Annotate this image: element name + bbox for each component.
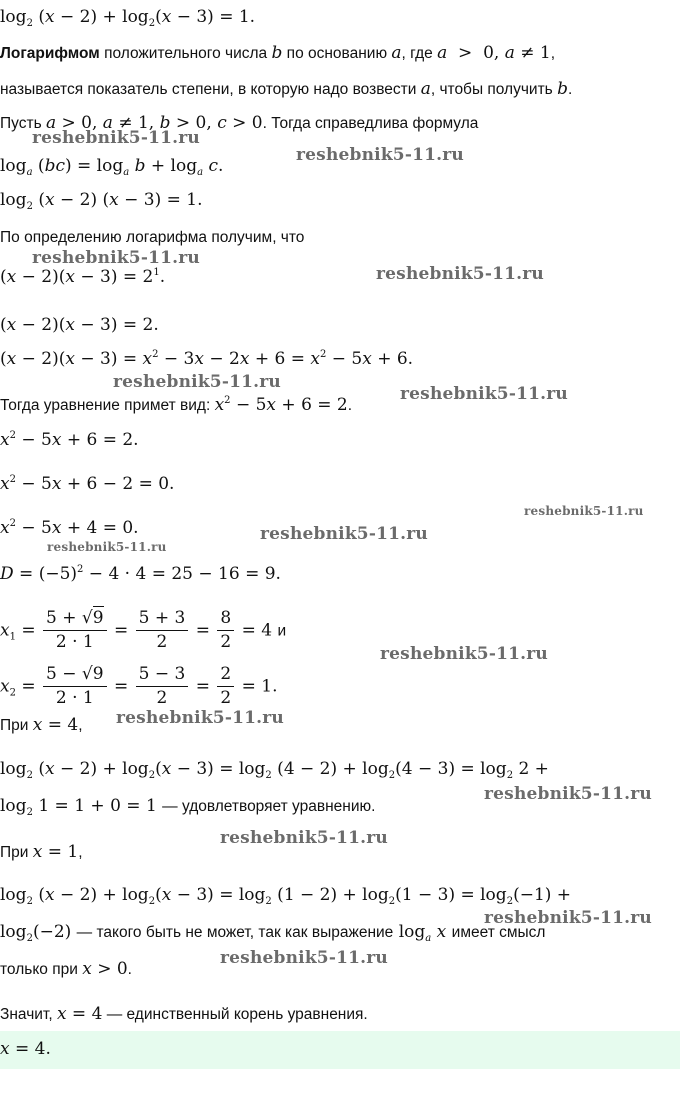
watermark: reshebnik5-11.ru xyxy=(32,128,200,148)
only-when-line: только при x > 0. xyxy=(0,959,132,979)
answer-box xyxy=(0,1031,680,1069)
let-line: Пусть a > 0, a ≠ 1, b > 0, c > 0. Тогда справедлива формула xyxy=(0,113,479,133)
quadratic-1: $x^2 - 5x + 6 = 2$. xyxy=(0,430,139,450)
watermark: reshebnik5-11.ru xyxy=(376,264,544,284)
at-x1-line: При x = 1, xyxy=(0,842,83,862)
product-formula: $\log_a (bc) = \log_a b + \log_a c$. xyxy=(0,156,224,178)
at-x4-line: При x = 4, xyxy=(0,715,83,735)
then-line: Тогда уравнение примет вид: $x^2 - 5x + 6 = 2$. xyxy=(0,395,353,415)
quadratic-2: $x^2 - 5x + 6 - 2 = 0$. xyxy=(0,474,175,494)
quadratic-3: $x^2 - 5x + 4 = 0$. xyxy=(0,518,139,538)
watermark: reshebnik5-11.ru xyxy=(113,372,281,392)
watermark: reshebnik5-11.ru xyxy=(484,784,652,804)
check-x1-line-1: $\log_2 (x - 2) + \log_2(x - 3) = \log_2 (1 - 2) + \log_2(1 - 3) = \log_2(-1)$ + xyxy=(0,885,572,907)
check-x4-line-1: $\log_2 (x - 2) + \log_2(x - 3) = \log_2 (4 - 2) + \log_2(4 - 3) = \log_2 2$ + xyxy=(0,759,549,781)
discriminant: $D = (-5)^2 - 4 \cdot 4 = 25 - 16 = 9$. xyxy=(0,564,281,584)
watermark: reshebnik5-11.ru xyxy=(220,948,388,968)
root-x2: $x_2$ = $\frac{5 - √9}{2 \cdot 1}$ = $\frac{5 - 3}{2}$ = $\frac{2}{2}$ = 1. xyxy=(0,664,278,708)
root-x1: $x_1$ = $\frac{5 + √9}{2 \cdot 1}$ = $\frac{5 + 3}{2}$ = $\frac{8}{2}$ = 4 и xyxy=(0,608,287,653)
definition-term: Логарифмом xyxy=(0,45,100,62)
expansion: $(x - 2)(x - 3) = x^2 - 3x - 2x + 6 = x^2 - 5x + 6$. xyxy=(0,349,414,369)
check-x1-line-2: $\log_2(-2)$ — такого быть не может, так как выражение $\log_a x$ имеет смысл xyxy=(0,922,546,944)
check-x4-line-2: $\log_2 1 = 1 + 0 = 1$ — удовлетворяет уравнению. xyxy=(0,796,376,818)
watermark: reshebnik5-11.ru xyxy=(296,145,464,165)
watermark: reshebnik5-11.ru xyxy=(260,524,428,544)
answer-value: x = 4. xyxy=(0,1039,51,1059)
watermark: reshebnik5-11.ru xyxy=(220,828,388,848)
watermark: reshebnik5-11.ru xyxy=(524,504,644,518)
combined-log: $\log_2 (x - 2) (x - 3) = 1$. xyxy=(0,190,203,212)
definition-line-1: Логарифмом положительного числа b по основанию a, где a > 0, a ≠ 1, xyxy=(0,43,556,63)
watermark: reshebnik5-11.ru xyxy=(47,540,167,554)
equation-2: (x − 2)(x − 3) = 2. xyxy=(0,315,159,335)
definition-line-2: называется показатель степени, в которую надо возвести a, чтобы получить b. xyxy=(0,79,573,99)
equation-title: $\log_2 (x - 2) + \log_2(x - 3) = 1$. xyxy=(0,7,256,29)
by-definition-text: По определению логарифма получим, что xyxy=(0,229,305,246)
watermark: reshebnik5-11.ru xyxy=(380,644,548,664)
equation-power: $(x - 2)(x - 3) = 2^1$. xyxy=(0,267,166,287)
watermark: reshebnik5-11.ru xyxy=(116,708,284,728)
watermark: reshebnik5-11.ru xyxy=(400,384,568,404)
watermark: reshebnik5-11.ru xyxy=(32,248,200,268)
conclusion-line: Значит, x = 4 — единственный корень уравнения. xyxy=(0,1004,368,1024)
watermark: reshebnik5-11.ru xyxy=(484,908,652,928)
